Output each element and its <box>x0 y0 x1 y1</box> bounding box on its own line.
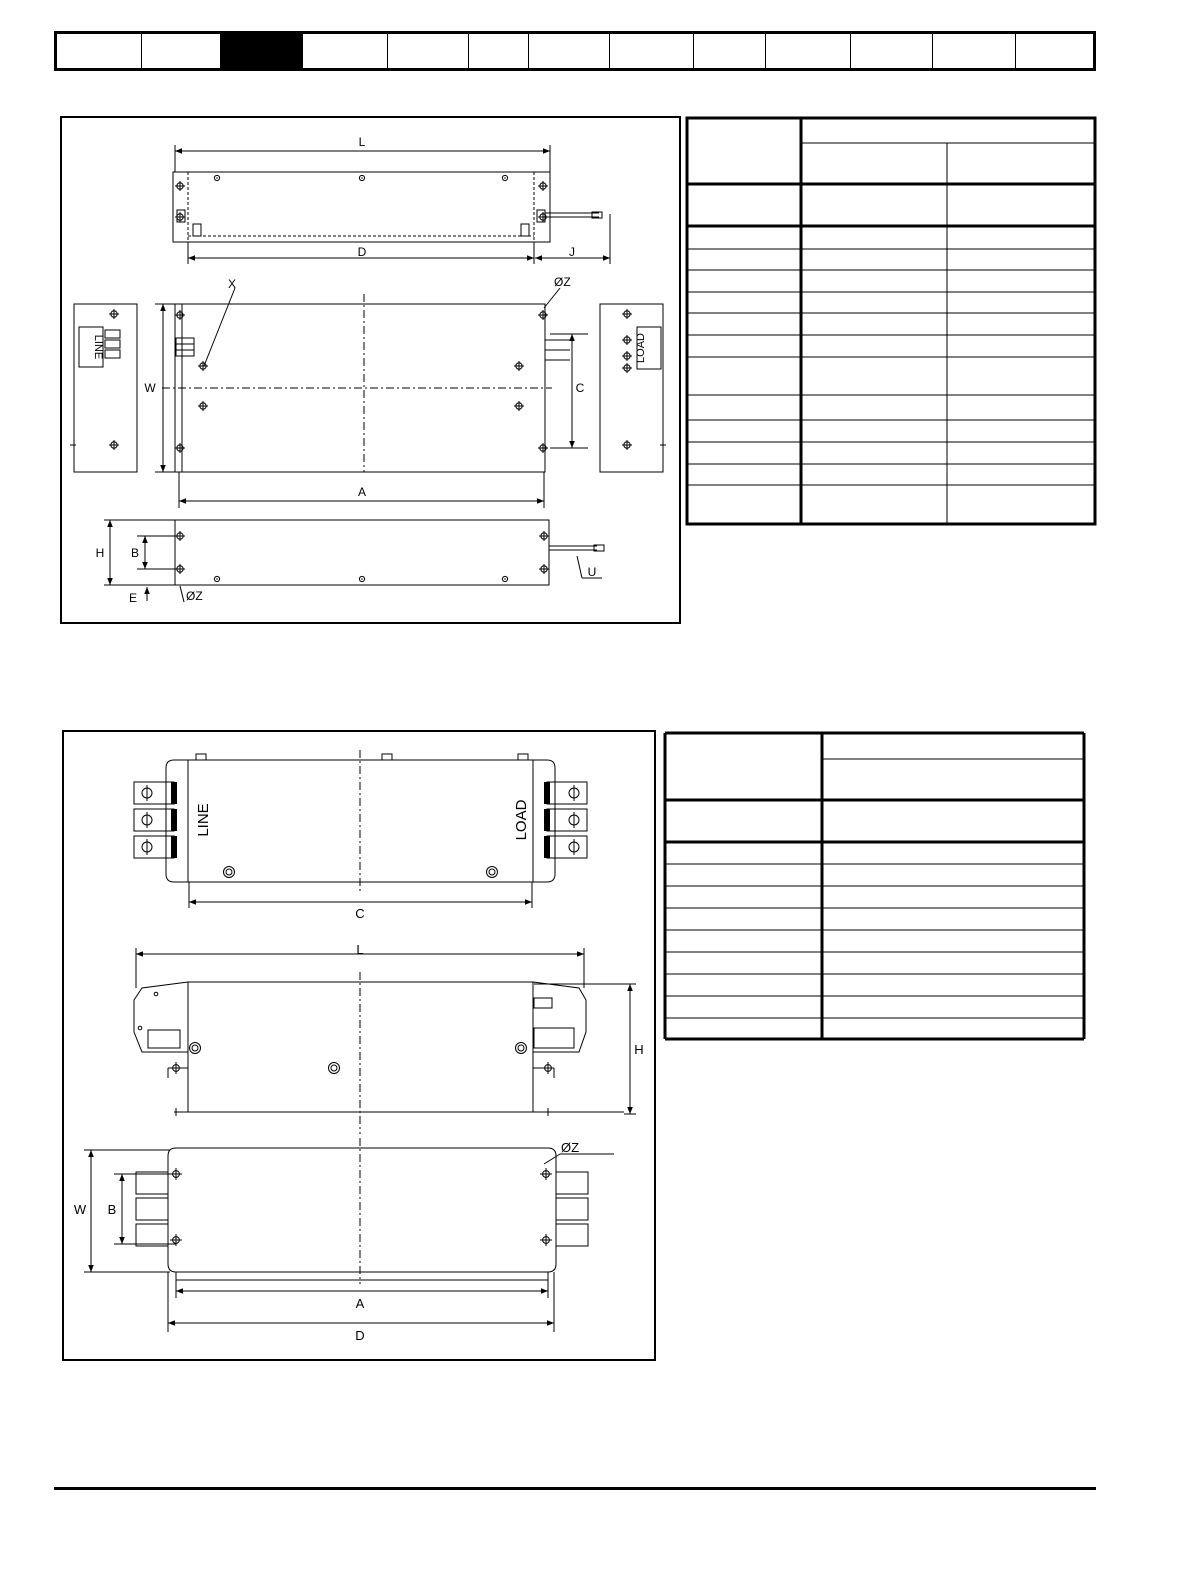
dim2-label-Z: ØZ <box>561 1140 580 1155</box>
line-terminal-label: LINE <box>92 334 104 360</box>
dim-label-C: C <box>575 381 585 395</box>
filter-drawing-1 <box>60 116 681 624</box>
dimensions-table-2-grid <box>662 730 1087 1042</box>
dim2-label-B: B <box>107 1202 117 1217</box>
dim-label-L: L <box>358 135 366 149</box>
chapter-tab-1[interactable] <box>57 34 142 68</box>
dim-label-D: D <box>357 245 367 259</box>
dim-label-U: U <box>587 565 597 579</box>
footer-rule <box>54 1487 1096 1490</box>
dim-label-X: X <box>227 277 237 291</box>
dim-label-W: W <box>144 381 156 395</box>
dim2-label-L: L <box>356 942 364 957</box>
dim2-label-A: A <box>355 1296 365 1311</box>
load-terminal-label-2: LOAD <box>513 799 530 841</box>
dim-label-Z-top: ØZ <box>554 275 571 289</box>
chapter-tab-3-active[interactable] <box>221 34 303 68</box>
chapter-tab-12[interactable] <box>933 34 1016 68</box>
filter-drawing-2 <box>62 730 656 1361</box>
chapter-tab-9[interactable] <box>694 34 766 68</box>
chapter-tab-2[interactable] <box>142 34 221 68</box>
dimensions-table-1 <box>685 116 1097 526</box>
filter-drawing-1-svg <box>62 118 679 622</box>
chapter-tab-6[interactable] <box>469 34 529 68</box>
dim-label-Z-bottom: ØZ <box>186 589 203 603</box>
chapter-tab-bar <box>54 31 1096 71</box>
dim2-label-W: W <box>73 1202 87 1217</box>
dim2-label-H: H <box>634 1042 644 1057</box>
chapter-tab-11[interactable] <box>851 34 933 68</box>
dim-label-E: E <box>128 591 138 605</box>
chapter-tab-13[interactable] <box>1016 34 1093 68</box>
dim-label-J: J <box>569 245 575 259</box>
chapter-tab-7[interactable] <box>529 34 610 68</box>
chapter-tab-10[interactable] <box>766 34 851 68</box>
line-terminal-label-2: LINE <box>195 803 212 837</box>
dim2-label-D: D <box>355 1328 365 1343</box>
dimensions-table-1-grid <box>685 116 1097 526</box>
dim-label-H: H <box>95 546 105 560</box>
dim-label-B: B <box>130 546 140 560</box>
filter-drawing-2-svg <box>64 732 654 1359</box>
chapter-tab-8[interactable] <box>610 34 694 68</box>
dim-label-A: A <box>357 485 367 499</box>
chapter-tab-4[interactable] <box>303 34 388 68</box>
dim2-label-C: C <box>355 906 365 921</box>
dimensions-table-2 <box>662 730 1087 1042</box>
chapter-tab-5[interactable] <box>388 34 469 68</box>
load-terminal-label: LOAD <box>635 333 647 363</box>
